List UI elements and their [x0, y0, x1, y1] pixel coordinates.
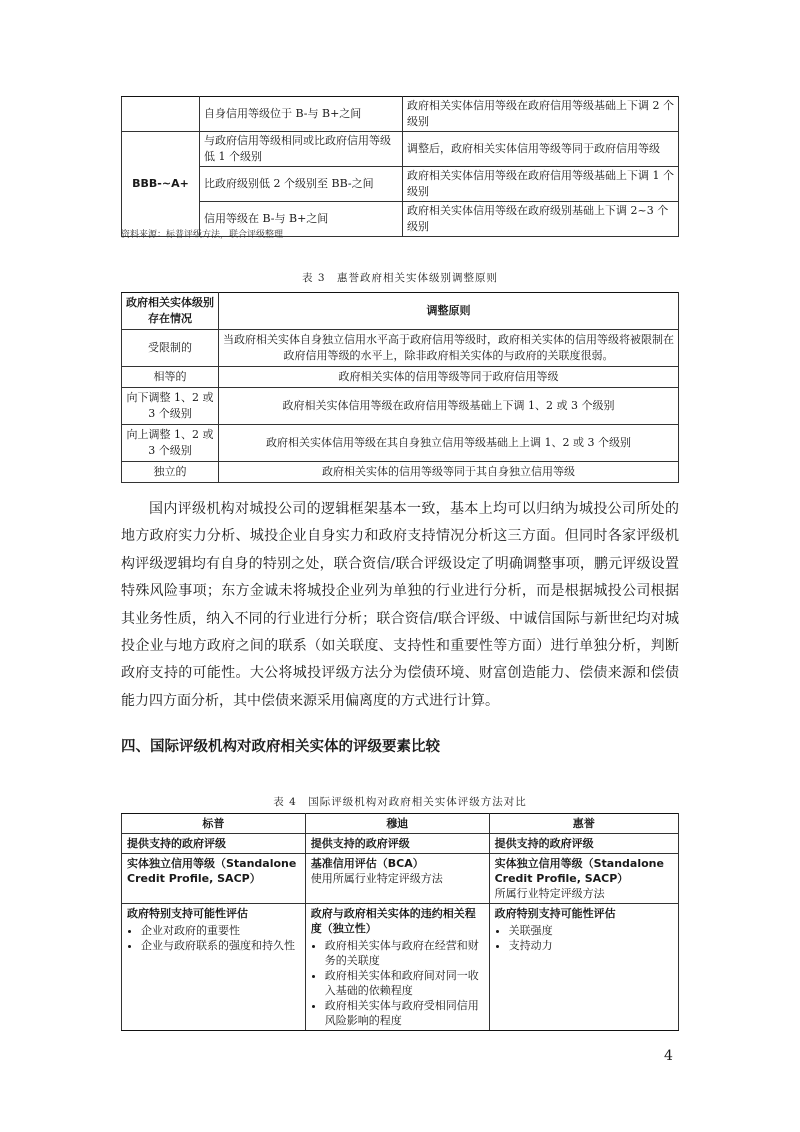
table-row [122, 462, 679, 483]
bullet-list [127, 923, 300, 953]
table-4 [121, 813, 679, 1031]
table-row [122, 330, 679, 367]
table-cell: 调整后，政府相关实体信用等级等同于政府信用等级 [403, 132, 679, 167]
table-cell: 提供支持的政府评级 [305, 834, 489, 854]
list-item: • 企业对政府的重要性 [141, 923, 300, 938]
table-cell: 独立的 [122, 462, 219, 483]
table-row [122, 367, 679, 388]
table-cell: 政府相关实体的信用等级等同于其自身独立信用等级 [219, 462, 679, 483]
body-paragraph: 国内评级机构对城投公司的逻辑框架基本一致，基本上均可以归纳为城投公司所处的地方政府实力分析、城投企业自身实力和政府支持情况分析这三方面。但同时各家评级机构评级逻辑均有自身的特别之处，联合资信/联合评级设定了明确调整事项，鹏元评级设置特殊风险事项；东方金诚未将城投企业列为单独的行业进行分析，而是根据城投公司根据其业务性质，纳入不同的行业进行分析；联合资信/联合评级、中诚信国际与新世纪均对城投企业与地方政府之间的联系（如关联度、支持性和重要性等方面）进行单独分析，判断政府支持的可能性。大公将城投评级方法分为偿债环境、财富创造能力、偿债来源和偿债能力四方面分析，其中偿债来源采用偏离度的方式进行计算。 [121, 501, 679, 709]
table-cell: 政府相关实体信用等级在政府级别基础上下调 2~3 个级别 [403, 202, 679, 237]
table-row [122, 388, 679, 425]
cell-title: 基准信用评估（BCA） [310, 857, 424, 870]
table-header-row [122, 814, 679, 834]
table-cell [122, 904, 306, 1031]
column-header: 惠誉 [489, 814, 678, 834]
cell-title: 政府与政府相关实体的违约相关程度（独立性） [310, 907, 476, 935]
cell-title: 实体独立信用等级（Standalone Credit Profile, SACP） [494, 857, 664, 885]
table-cell [489, 854, 678, 904]
table-cell: 自身信用等级位于 B-与 B+之间 [200, 97, 403, 132]
rating-range-cell: BBB-~A+ [122, 132, 200, 237]
table-cell: 政府相关实体信用等级在其自身独立信用等级基础上上调 1、2 或 3 个级别 [219, 425, 679, 462]
column-header: 政府相关实体级别存在情况 [122, 293, 219, 330]
column-header: 标普 [122, 814, 306, 834]
table-2-continued [121, 96, 679, 237]
cell-title: 实体独立信用等级（Standalone Credit Profile, SACP） [127, 857, 297, 885]
list-item: • 关联强度 [509, 923, 673, 938]
table-cell: 提供支持的政府评级 [122, 834, 306, 854]
section-heading: 四、国际评级机构对政府相关实体的评级要素比较 [121, 739, 440, 755]
table-cell [122, 97, 200, 132]
table-row [122, 834, 679, 854]
table-3-caption: 表 3 惠誉政府相关实体级别调整原则 [301, 272, 499, 284]
table-cell: 当政府相关实体自身独立信用水平高于政府信用等级时，政府相关实体的信用等级将被限制在政府信用等级的水平上，除非政府相关实体的与政府的关联度很弱。 [219, 330, 679, 367]
table-cell [305, 904, 489, 1031]
table-cell: 政府相关实体信用等级在政府信用等级基础上下调 1 个级别 [403, 167, 679, 202]
list-item: • 政府相关实体与政府受相同信用风险影响的程度 [325, 998, 484, 1028]
table-row [122, 132, 679, 167]
cell-title: 政府特别支持可能性评估 [127, 907, 248, 920]
table-4-caption: 表 4 国际评级机构对政府相关实体评级方法对比 [273, 796, 527, 808]
table-cell: 受限制的 [122, 330, 219, 367]
table-row [122, 167, 679, 202]
bullet-list [495, 923, 673, 953]
table-header-row [122, 293, 679, 330]
cell-subtitle: 所属行业特定评级方法 [494, 887, 605, 900]
table-cell: 比政府级别低 2 个级别至 BB-之间 [200, 167, 403, 202]
table-cell: 向下调整 1、2 或 3 个级别 [122, 388, 219, 425]
table-cell: 与政府信用等级相同或比政府信用等级低 1 个级别 [200, 132, 403, 167]
table-cell: 信用等级在 B-与 B+之间 [200, 202, 403, 237]
table-3 [121, 292, 679, 483]
column-header: 调整原则 [219, 293, 679, 330]
cell-title: 政府特别支持可能性评估 [494, 907, 616, 920]
bullet-list [311, 938, 484, 1028]
table-cell: 政府相关实体的信用等级等同于政府信用等级 [219, 367, 679, 388]
table-cell: 政府相关实体信用等级在政府信用等级基础上下调 2 个级别 [403, 97, 679, 132]
table-source-note: 资料来源：标普评级方法，联合评级整理 [121, 230, 284, 240]
table-cell: 向上调整 1、2 或 3 个级别 [122, 425, 219, 462]
list-item: • 企业与政府联系的强度和持久性 [141, 938, 300, 953]
table-row [122, 854, 679, 904]
page-number: 4 [664, 1048, 673, 1064]
table-cell [122, 854, 306, 904]
list-item: • 支持动力 [509, 938, 673, 953]
table-row [122, 425, 679, 462]
table-cell: 政府相关实体信用等级在政府信用等级基础上下调 1、2 或 3 个级别 [219, 388, 679, 425]
table-cell: 提供支持的政府评级 [489, 834, 678, 854]
list-item: • 政府相关实体与政府在经营和财务的关联度 [325, 938, 484, 968]
table-row [122, 97, 679, 132]
cell-subtitle: 使用所属行业特定评级方法 [310, 872, 443, 885]
table-cell: 相等的 [122, 367, 219, 388]
list-item: • 政府相关实体和政府间对同一收入基础的依赖程度 [325, 968, 484, 998]
table-row [122, 904, 679, 1031]
table-cell [305, 854, 489, 904]
column-header: 穆迪 [305, 814, 489, 834]
table-cell [489, 904, 678, 1031]
